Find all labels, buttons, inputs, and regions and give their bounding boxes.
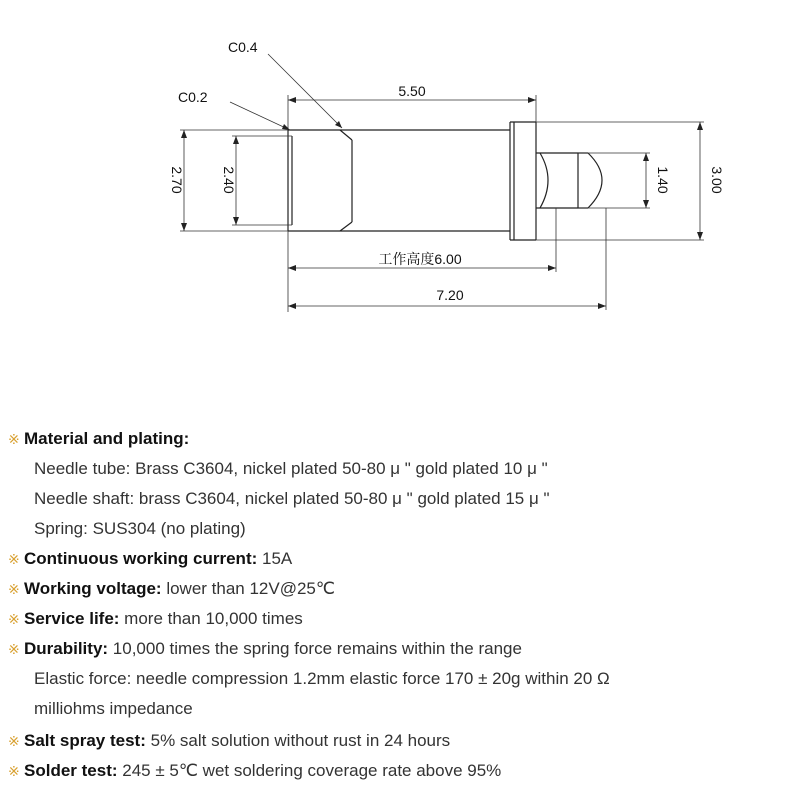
spec-heading: Material and plating: xyxy=(24,429,190,448)
spec-durability xyxy=(8,638,522,660)
spec-value: 245 ± 5℃ wet soldering coverage rate above 95% xyxy=(117,761,502,780)
spec-value: 5% salt solution without rust in 24 hours xyxy=(145,731,451,750)
dimension-lines xyxy=(180,54,704,312)
bullet-icon: ※ xyxy=(8,611,20,627)
dimension-arrows xyxy=(181,97,703,309)
bullet-icon: ※ xyxy=(8,641,20,657)
label-head-dia: 3.00 xyxy=(709,166,725,194)
spec-material xyxy=(8,428,189,450)
spec-life xyxy=(8,608,303,630)
spec-solder xyxy=(8,760,501,782)
label-barrel-length: 5.50 xyxy=(398,83,426,99)
spec-heading: Salt spray test: xyxy=(24,731,146,750)
label-total-length: 7.20 xyxy=(436,287,464,303)
spec-salt-spray xyxy=(8,730,450,752)
spec-value: 15A xyxy=(257,549,293,568)
spec-line: Needle shaft: brass C3604, nickel plated 50-80 μ " gold plated 15 μ " xyxy=(34,489,550,508)
spec-heading: Durability: xyxy=(24,639,109,658)
spec-line: Elastic force: needle compression 1.2mm elastic force 170 ± 20g within 20 Ω xyxy=(34,669,610,688)
label-chamfer-bottom: C0.2 xyxy=(178,89,208,105)
bullet-icon: ※ xyxy=(8,733,20,749)
spec-heading: Service life: xyxy=(24,609,120,628)
spec-line: Spring: SUS304 (no plating) xyxy=(34,519,246,538)
spec-value: more than 10,000 times xyxy=(119,609,303,628)
label-tip-dia: 1.40 xyxy=(655,166,671,194)
spec-line: milliohms impedance xyxy=(34,699,193,718)
bullet-icon: ※ xyxy=(8,581,20,597)
pin-outline xyxy=(288,122,602,240)
spec-heading: Solder test: xyxy=(24,761,118,780)
label-working-height: 工作高度6.00 xyxy=(378,251,462,267)
spec-heading: Continuous working current: xyxy=(24,549,258,568)
label-inner-dia: 2.40 xyxy=(221,166,237,194)
label-chamfer-top: C0.4 xyxy=(228,39,258,55)
spec-current xyxy=(8,548,292,570)
bullet-icon: ※ xyxy=(8,551,20,567)
bullet-icon: ※ xyxy=(8,431,20,447)
spec-voltage xyxy=(8,578,335,600)
label-outer-dia: 2.70 xyxy=(169,166,185,194)
bullet-icon: ※ xyxy=(8,763,20,779)
spec-line: Needle tube: Brass C3604, nickel plated 50-80 μ " gold plated 10 μ " xyxy=(34,459,548,478)
spec-heading: Working voltage: xyxy=(24,579,162,598)
spec-value: lower than 12V@25℃ xyxy=(161,579,335,598)
spec-value: 10,000 times the spring force remains within the range xyxy=(108,639,522,658)
